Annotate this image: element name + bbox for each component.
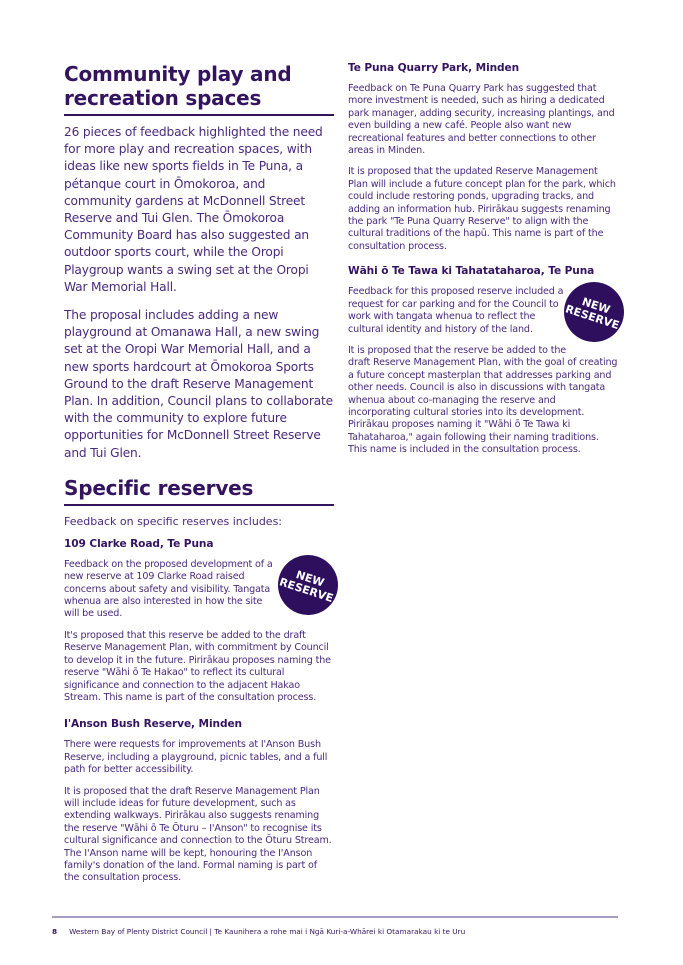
left-column [64, 62, 334, 894]
subheading-ianson: I'Anson Bush Reserve, Minden [64, 718, 242, 731]
paragraph: There were requests for improvements at I'Anson Bush Reserve, including a playground, picnic tables, and a full path for better accessibility. [64, 739, 328, 776]
footer-text: Western Bay of Plenty District Council | Te Kaunihera a rohe mai i Ngā Kuri-a-Whārei ki Otamarakau ki te Uru [69, 927, 466, 936]
subheading-clarke-road: 109 Clarke Road, Te Puna [64, 537, 214, 550]
paragraph: The proposal includes adding a new playground at Omanawa Hall, a new swing set at the Oropi War Memorial Hall, and a new sports hardcourt at Ōmokoroa Sports Ground to the draft Reserve Management Plan. In addition, Council plans to collaborate with the community to explore future opportunities for McDonnell Street Reserve and Tui Glen. [64, 308, 333, 460]
paragraph: Feedback for this proposed reserve included a request for car parking and for the Council to work with tangata whenua to reflect the cultural identity and history of the land. [348, 286, 564, 335]
subheading-quarry-park: Te Puna Quarry Park, Minden [348, 62, 520, 74]
page-number: 8 [52, 927, 58, 936]
subheading-tawa: Wāhi ō Te Tawa ki Tahatataharoa, Te Puna [348, 265, 595, 278]
paragraph: It is proposed that the draft Reserve Management Plan will include ideas for future development, such as extending walkways. Pirirākau also suggests renaming the reserve "Wāhi ō Te Ōturu – I'Anson" to recognise its cultural significance and connection to the Ōturu Stream. The I'Anson name will be kept, honouring the I'Anson family's donation of the land. Formal naming is part of the consultation process. [64, 785, 332, 884]
heading-specific-reserves: Specific reserves [64, 476, 334, 506]
paragraph: It's proposed that this reserve be added to the draft Reserve Management Plan, with commitment by Council to develop it in the future. Pirirākau proposes naming the reserve "Wāhi ō Te Hakao" to reflect its cultural significance and connection to the adjacent Hakao Stream. This name is part of the consultation process. [64, 629, 331, 703]
heading-community-play: Community play and recreation spaces [64, 62, 334, 116]
new-reserve-badge: NEW RESERVE [556, 274, 632, 350]
lead-text: Feedback on specific reserves includes: [64, 514, 283, 528]
new-reserve-badge: NEW RESERVE [270, 547, 346, 623]
paragraph: Feedback on Te Puna Quarry Park has suggested that more investment is needed, such as hiring a dedicated park manager, adding security, increasing plantings, and even building a new café. People also want new recreational features and better connections to other areas in Minden. [348, 83, 615, 157]
page-footer [52, 916, 618, 936]
paragraph: 26 pieces of feedback highlighted the need for more play and recreation spaces, with ideas like new sports fields in Te Puna, a pétanque court in Ōmokoroa, and community gardens at McDonnell Street Reserve and Tui Glen. The Ōmokoroa Community Board has also suggested an outdoor sports court, while the Oropi Playgroup wants a swing set at the Oropi War Memorial Hall. [64, 125, 323, 294]
paragraph: It is proposed that the reserve be added to the draft Reserve Management Plan, with the goal of creating a future concept masterplan that addresses parking and other needs. Council is also in discussions with tangata whenua about co-managing the reserve and incorporating cultural stories into its development. Pirirākau proposes naming it "Wāhi ō Te Tawa ki Tahataharoa," again following their naming traditions. This name is included in the consultation process. [348, 344, 618, 456]
paragraph: Feedback on the proposed development of a new reserve at 109 Clarke Road raised concerns about safety and visibility. Tangata whenua are also interested in how the site will be used. [64, 558, 273, 620]
right-column [348, 62, 620, 466]
paragraph: It is proposed that the updated Reserve Management Plan will include a future concept plan for the park, which could include restoring ponds, upgrading tracks, and adding an information hub. Pirirākau suggests renaming the park "Te Puna Quarry Reserve" to align with the cultural traditions of the hapū. This name is part of the consultation process. [348, 166, 616, 252]
